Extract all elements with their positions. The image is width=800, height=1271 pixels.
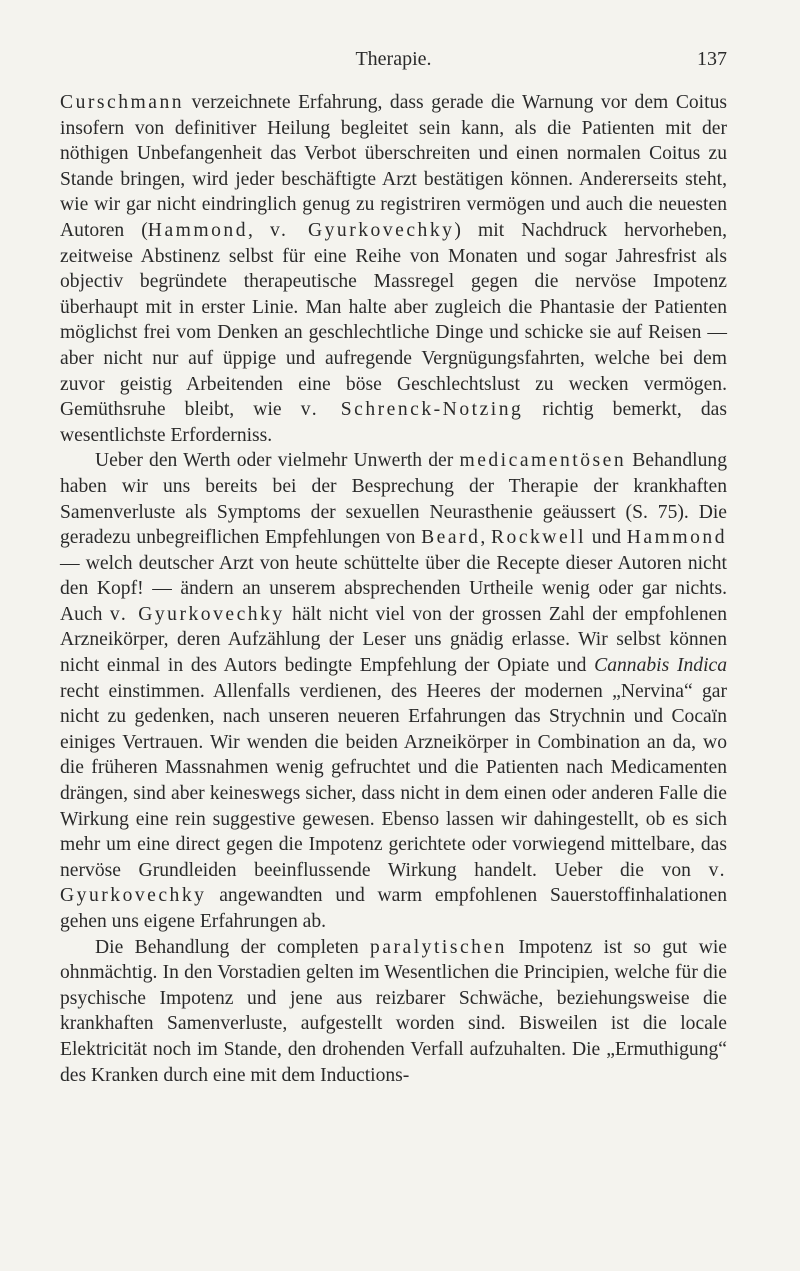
page-number: 137 — [697, 48, 727, 70]
body-text — [60, 90, 727, 1088]
text-segment: Impotenz ist so gut wie ohnmächtig. In den Vorstadien gelten im Wesentlichen die Principien, welche für die psychische Impotenz und jene aus reizbarer Schwäche, beziehungsweise die krankhaften Samenverluste, aufgestellt worden sind. Bisweilen ist die locale Elektricität noch im Stande, den drohenden Verfall aufzuhalten. Die „Ermuthigung“ des Kranken durch eine mit dem Inductions- — [60, 936, 727, 1086]
text-segment: und — [586, 527, 627, 549]
book-page — [60, 48, 727, 1088]
text-segment: hält nicht viel von der grossen Zahl der empfohlenen Arzneikörper, deren Aufzählung der Leser uns gnädig erlasse. Wir selbst können nicht einmal in des Autors bedingte Empfehlung der Opiate und — [60, 603, 727, 677]
text-segment: Ueber den Werth oder vielmehr Unwerth der — [95, 450, 460, 472]
paragraph — [60, 448, 727, 934]
spaced-name: Curschmann — [60, 92, 185, 113]
text-segment: recht einstimmen. Allenfalls verdienen, des Heeres der modernen „Nervina“ gar nicht zu gedenken, nach unseren neueren Erfahrungen das Strychnin und Cocaïn einiges Vertrauen. Wir wenden die beiden Arzneikörper in Combination an da, wo die früheren Massnahmen wenig gefruchtet und die Patienten nach Medicamenten drängen, sind aber keineswegs sicher, dass nicht in dem einen oder anderen Falle die Wirkung eine rein suggestive gewesen. Ebenso lassen wir dahingestellt, ob es sich mehr um eine direct gegen die Impotenz gerichtete oder vorwiegend mittelbare, das nervöse Grundleiden beeinflussende Wirkung handelt. Ueber die von — [60, 680, 727, 881]
spaced-name: v. Gyurkovechky — [269, 219, 455, 241]
spaced-name: v. Gyurkovechky — [109, 603, 285, 625]
text-segment: angewandten und warm empfohlenen Sauerstoffinhalationen gehen uns eigene Erfahrungen ab. — [60, 885, 727, 932]
text-segment: , — [480, 527, 491, 549]
text-segment: verzeichnete Erfahrung, dass gerade die Warnung vor dem Coitus insofern von definitiver Heilung begleitet sein kann, als die Patienten mit der nöthigen Unbefangenheit das Verbot überschreiten und einen normalen Coitus zu Stande bringen, wird jeder beschäftigte Arzt bestätigen können. Andererseits steht, wie wir gar nicht eindringlich genug zu registriren vermögen und auch die neuesten Autoren ( — [60, 92, 727, 241]
text-segment: — welch deutscher Arzt von heute schüttelte über die Recepte dieser Autoren nicht den Kopf! — ändern an unserem absprechenden Urtheile wenig oder gar nichts. Auch — [60, 552, 727, 625]
text-segment: Behandlung haben wir uns bereits bei der Besprechung der Therapie der krankhaften Samenverluste als Symptoms der sexuellen Neurasthenie geäussert (S. 75). Die geradezu unbegreiflichen Empfehlungen von — [60, 450, 727, 549]
text-segment: Die Behandlung der completen — [95, 936, 371, 958]
paragraph — [60, 935, 727, 1089]
spaced-name: Rockwell — [490, 527, 587, 549]
italic-term: Cannabis Indica — [594, 655, 728, 677]
spaced-name: v. Schrenck-Notzing — [300, 399, 524, 421]
running-header — [60, 48, 727, 78]
spaced-name: v. Gyurkovechky — [60, 859, 727, 907]
running-title: Therapie. — [355, 48, 432, 70]
spaced-name: Hammond — [147, 219, 249, 241]
text-segment: ) mit Nachdruck hervorheben, zeitweise Abstinenz selbst für eine Reihe von Monaten und sogar Jahresfrist als objectiv begründete therapeutische Massregel gegen die nervöse Impotenz überhaupt mit in erster Linie. Man halte aber zugleich die Phantasie der Patienten möglichst frei vom Denken an geschlechtliche Dinge und schicke sie auf Reisen — aber nicht nur auf üppige und aufregende Vergnügungsfahrten, welche bei dem zuvor geistig Arbeitenden eine böse Geschlechtslust zu wecken vermögen. Gemüthsruhe bleibt, wie — [60, 219, 728, 421]
paragraph — [60, 90, 727, 448]
spaced-name: Beard — [421, 527, 481, 549]
text-segment: richtig bemerkt, das wesentlichste Erforderniss. — [60, 399, 728, 446]
spaced-name: Hammond — [626, 527, 727, 549]
spaced-name: paralytischen — [370, 936, 507, 958]
spaced-name: medicamentösen — [459, 450, 627, 472]
text-segment: , — [248, 219, 270, 241]
